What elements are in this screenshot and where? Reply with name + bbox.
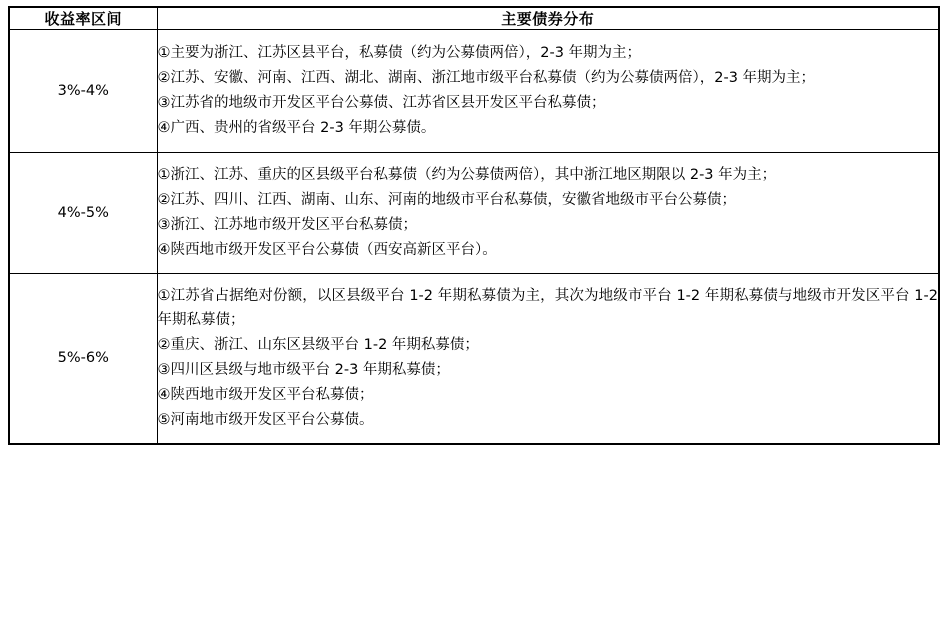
distribution-line: ①浙江、江苏、重庆的区县级平台私募债（约为公募债两倍），其中浙江地区期限以 2-3 年为主； [157,166,777,183]
cell-yield-range: 5%-6% [9,273,157,444]
distribution-line: ③江苏省的地级市开发区平台公募债、江苏省区县开发区平台私募债； [157,94,606,111]
cell-distribution [157,273,939,444]
distribution-line: ③浙江、江苏地市级开发区平台私募债； [157,216,417,233]
bond-distribution-table [8,6,940,445]
distribution-line: ④陕西地市级开发区平台私募债； [157,387,374,404]
distribution-line: ②重庆、浙江、山东区县级平台 1-2 年期私募债； [157,337,479,354]
distribution-line: ④广西、贵州的省级平台 2-3 年期公募债。 [157,119,436,136]
distribution-line: ⑤河南地市级开发区平台公募债。 [157,412,374,429]
cell-distribution [157,30,939,153]
cell-yield-range: 4%-5% [9,152,157,273]
distribution-line: ①江苏省占据绝对份额，以区县级平台 1-2 年期私募债为主，其次为地级市平台 1-2 年期私募债与地级市开发区平台 1-2 年期私募债； [157,287,938,329]
distribution-line: ③四川区县级与地市级平台 2-3 年期私募债； [157,362,450,379]
table-row [9,273,939,444]
header-yield-range: 收益率区间 [9,7,157,30]
cell-yield-range: 3%-4% [9,30,157,153]
cell-distribution [157,152,939,273]
table-header-row [9,7,939,30]
distribution-line: ④陕西地市级开发区平台公募债（西安高新区平台）。 [157,241,497,258]
distribution-line: ②江苏、安徽、河南、江西、湖北、湖南、浙江地市级平台私募债（约为公募债两倍），2-3 年期为主； [157,69,816,86]
distribution-line: ②江苏、四川、江西、湖南、山东、河南的地级市平台私募债，安徽省地级市平台公募债； [157,191,736,208]
table-row [9,152,939,273]
distribution-line: ①主要为浙江、江苏区县平台，私募债（约为公募债两倍），2-3 年期为主； [157,45,642,61]
table-row [9,30,939,153]
header-distribution: 主要债券分布 [157,7,939,30]
